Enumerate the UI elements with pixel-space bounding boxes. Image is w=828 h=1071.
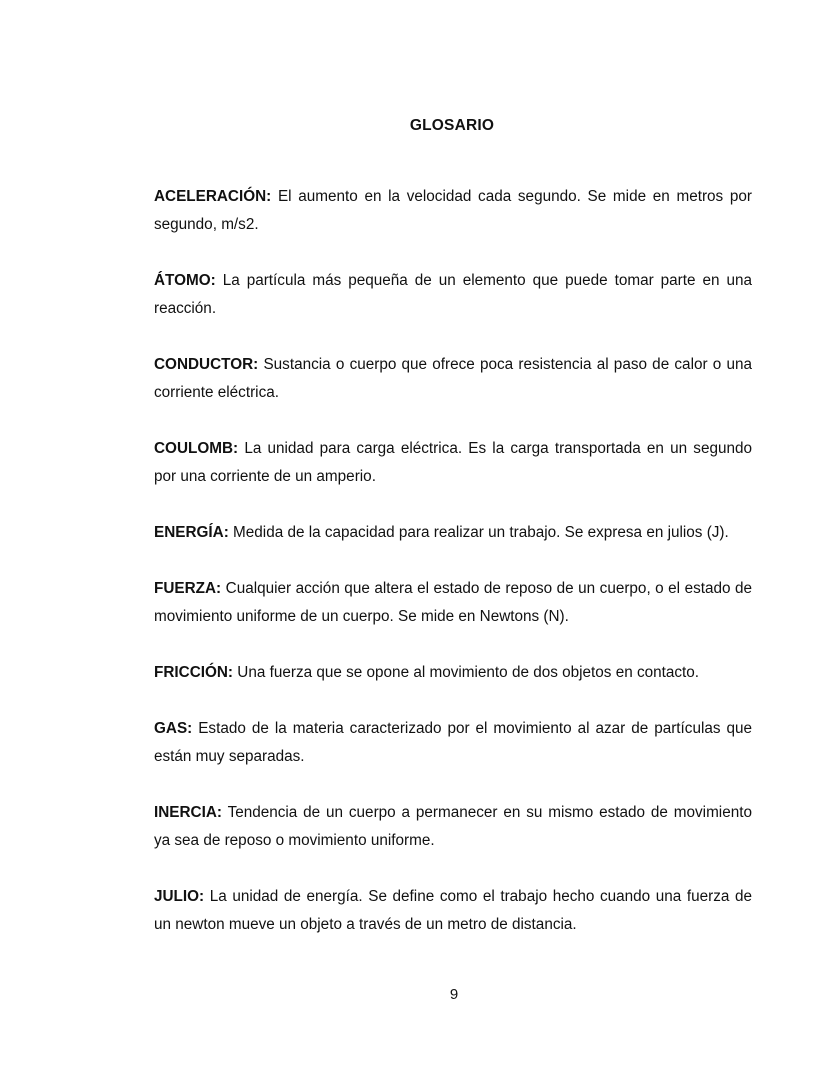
glossary-term: ENERGÍA: (154, 524, 229, 542)
glossary-entry-aceleracion (154, 183, 752, 239)
glossary-term: GAS: (154, 720, 193, 738)
glossary-definition: Una fuerza que se opone al movimiento de dos objetos en contacto. (237, 664, 700, 682)
glossary-entry-friccion (154, 659, 752, 687)
glossary-entry-fuerza (154, 575, 752, 631)
page-title: GLOSARIO (409, 117, 495, 134)
glossary-definition: El aumento en la velocidad cada segundo. Se mide en metros por segundo, m/s2. (154, 188, 752, 234)
glossary-definition: La partícula más pequeña de un elemento que puede tomar parte en una reacción. (154, 272, 752, 318)
glossary-entry-inercia (154, 799, 752, 855)
page-number: 9 (449, 986, 459, 1003)
glossary-term: CONDUCTOR: (154, 356, 259, 374)
glossary-definition: La unidad para carga eléctrica. Es la carga transportada en un segundo por una corriente de un amperio. (154, 440, 752, 486)
glossary-term: FUERZA: (154, 580, 222, 598)
glossary-entry-conductor (154, 351, 752, 407)
glossary-term: ACELERACIÓN: (154, 188, 272, 206)
glossary-entry-julio (154, 883, 752, 939)
glossary-entry-atomo (154, 267, 752, 323)
glossary-term: COULOMB: (154, 440, 239, 458)
glossary-definition: La unidad de energía. Se define como el trabajo hecho cuando una fuerza de un newton mueve un objeto a través de un metro de distancia. (154, 888, 753, 934)
glossary-definition: Medida de la capacidad para realizar un trabajo. Se expresa en julios (J). (233, 524, 729, 542)
glossary-list (154, 168, 752, 967)
glossary-definition: Tendencia de un cuerpo a permanecer en su mismo estado de movimiento ya sea de reposo o movimiento uniforme. (154, 804, 752, 850)
glossary-term: JULIO: (154, 888, 205, 906)
glossary-term: INERCIA: (154, 804, 222, 822)
glossary-definition: Cualquier acción que altera el estado de reposo de un cuerpo, o el estado de movimiento uniforme de un cuerpo. Se mide en Newtons (N). (154, 580, 753, 626)
glossary-entry-energia (154, 519, 752, 547)
glossary-definition: Estado de la materia caracterizado por el movimiento al azar de partículas que están muy separadas. (154, 720, 753, 766)
glossary-term: ÁTOMO: (154, 272, 216, 290)
glossary-term: FRICCIÓN: (154, 664, 234, 682)
glossary-entry-coulomb (154, 435, 752, 491)
glossary-entry-gas (154, 715, 752, 771)
glossary-definition: Sustancia o cuerpo que ofrece poca resistencia al paso de calor o una corriente eléctrica. (154, 356, 753, 402)
